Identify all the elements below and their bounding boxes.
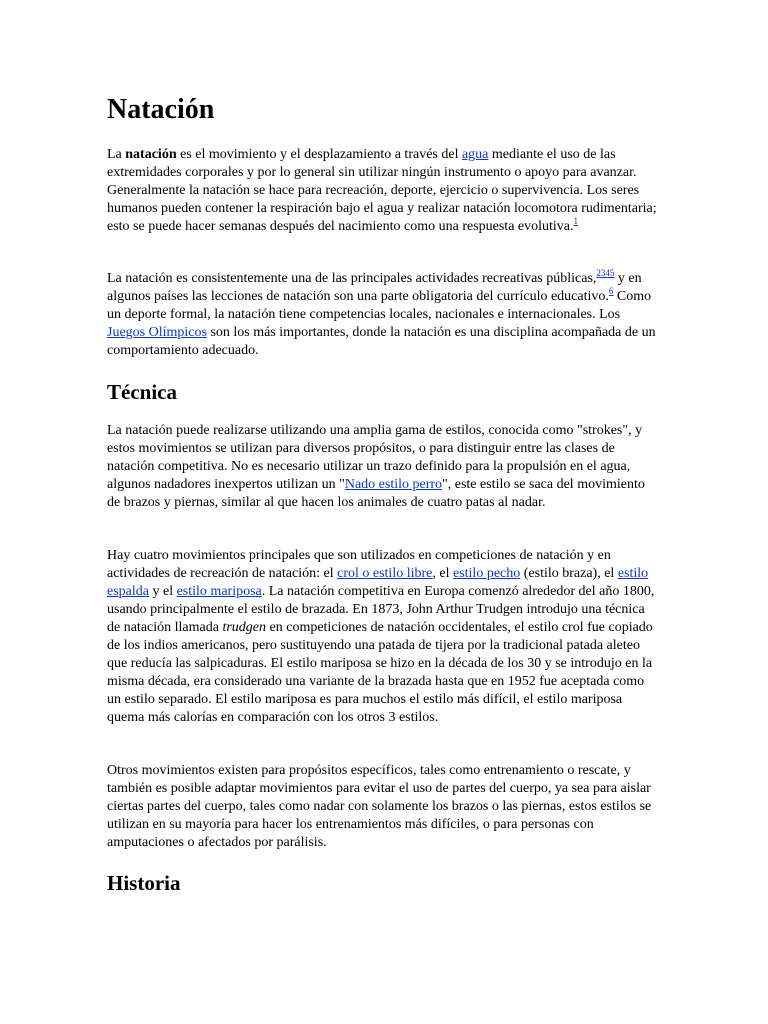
link-estilo-pecho[interactable]: estilo pecho [452, 566, 521, 581]
paragraph-3: La natación puede realizarse utilizando una amplia gama de estilos, conocida como "strokes", y estos movimientos se utilizan para diversos propósitos, o para distinguir entre las clases de natación competitiva. No es necesario utilizar un trazo definido para la propulsión en el agua, algunos nadadores inexpertos utilizan un "Nado estilo perro", este estilo se saca del movimiento de brazos y piernas, similar al que hacen los animales de cuatro patas al nadar. [107, 423, 645, 510]
footnote-2345[interactable]: 2345 [596, 268, 615, 278]
bold-term: natación [125, 147, 177, 162]
link-estilo-mariposa[interactable]: estilo mariposa [176, 584, 262, 599]
strokes-paragraph [107, 547, 659, 727]
paragraph-1: La natación es el movimiento y el desplazamiento a través del agua mediante el uso de las extremidades corporales y por lo general sin utilizar ningún instrumento o apoyo para avanzar. Generalmente la natación se hace para recreación, deporte, ejercicio o supervivencia. Los seres humanos pueden contener la respiración bajo el agua y realizar natación locomotora rudimentaria; esto se puede hacer semanas después del nacimiento como una respuesta evolutiva.$^1$ [107, 147, 657, 234]
section-heading-historia: Historia [107, 871, 181, 895]
section-heading-tecnica: Técnica [107, 380, 177, 404]
page-title: Natación [107, 94, 215, 125]
section-heading-historia-wrap [107, 870, 659, 896]
link-juegos-olimpicos[interactable]: Juegos Olímpicos [107, 325, 207, 340]
section-heading-tecnica-wrap [107, 379, 659, 405]
technique-paragraph [107, 422, 659, 512]
link-agua[interactable]: agua [461, 147, 489, 162]
paragraph-5: Otros movimientos existen para propósitos específicos, tales como entrenamiento o rescate, y también es posible adaptar movimientos para evitar el uso de partes del cuerpo, ya sea para aislar ciertas partes del cuerpo, tales como nadar con solamente los brazos o las piernas, estos estilos se utilizan en su mayoría para hacer los entrenamientos más difíciles, o para personas con amputaciones o afectados por parálisis. [107, 763, 652, 850]
link-estilo-espalda[interactable]: estilo espalda [107, 566, 649, 599]
intro-paragraph [107, 146, 659, 236]
footnote-1[interactable]: 1 [573, 216, 579, 226]
paragraph-2: La natación es consistentemente una de las principales actividades recreativas públicas,$^{2345}$ y en algunos países las lecciones de natación son una parte obligatoria del currículo educativo.$^6$ Como un deporte formal, la natación tiene competencias locales, nacionales e internacionales. Los Juegos Olímpicos son los más importantes, donde la natación es una disciplina acompañada de un comportamiento adecuado. [107, 268, 656, 358]
link-nado-estilo-perro[interactable]: Nado estilo perro [344, 477, 443, 492]
second-paragraph [107, 270, 659, 360]
paragraph-4: Hay cuatro movimientos principales que son utilizados en competiciones de natación y en actividades de recreación de natación: el crol o estilo libre, el estilo pecho (estilo braza), el estilo espalda y el estilo mariposa. La natación competitiva en Europa comenzó alrededor del año 1800, usando principalmente el estilo de brazada. En 1873, John Arthur Trudgen introdujo una técnica de natación llamada trudgen en competiciones de natación occidentales, el estilo crol fue copiado de los indios americanos, pero sustituyendo una patada de tijera por la tradicional patada aleteo que reducía las salpicaduras. El estilo mariposa se hizo en la década de los 30 y se introdujo en la misma década, era considerado una variante de la brazada hasta que en 1952 fue aceptada como un estilo separado. El estilo mariposa es para muchos el estilo más difícil, el estilo mariposa quema más calorías en comparación con los otros 3 estilos. [107, 548, 655, 725]
footnote-6[interactable]: 6 [608, 286, 614, 296]
link-crol[interactable]: crol o estilo libre [337, 566, 433, 581]
other-strokes-paragraph [107, 762, 659, 852]
italic-term: trudgen [222, 620, 267, 635]
